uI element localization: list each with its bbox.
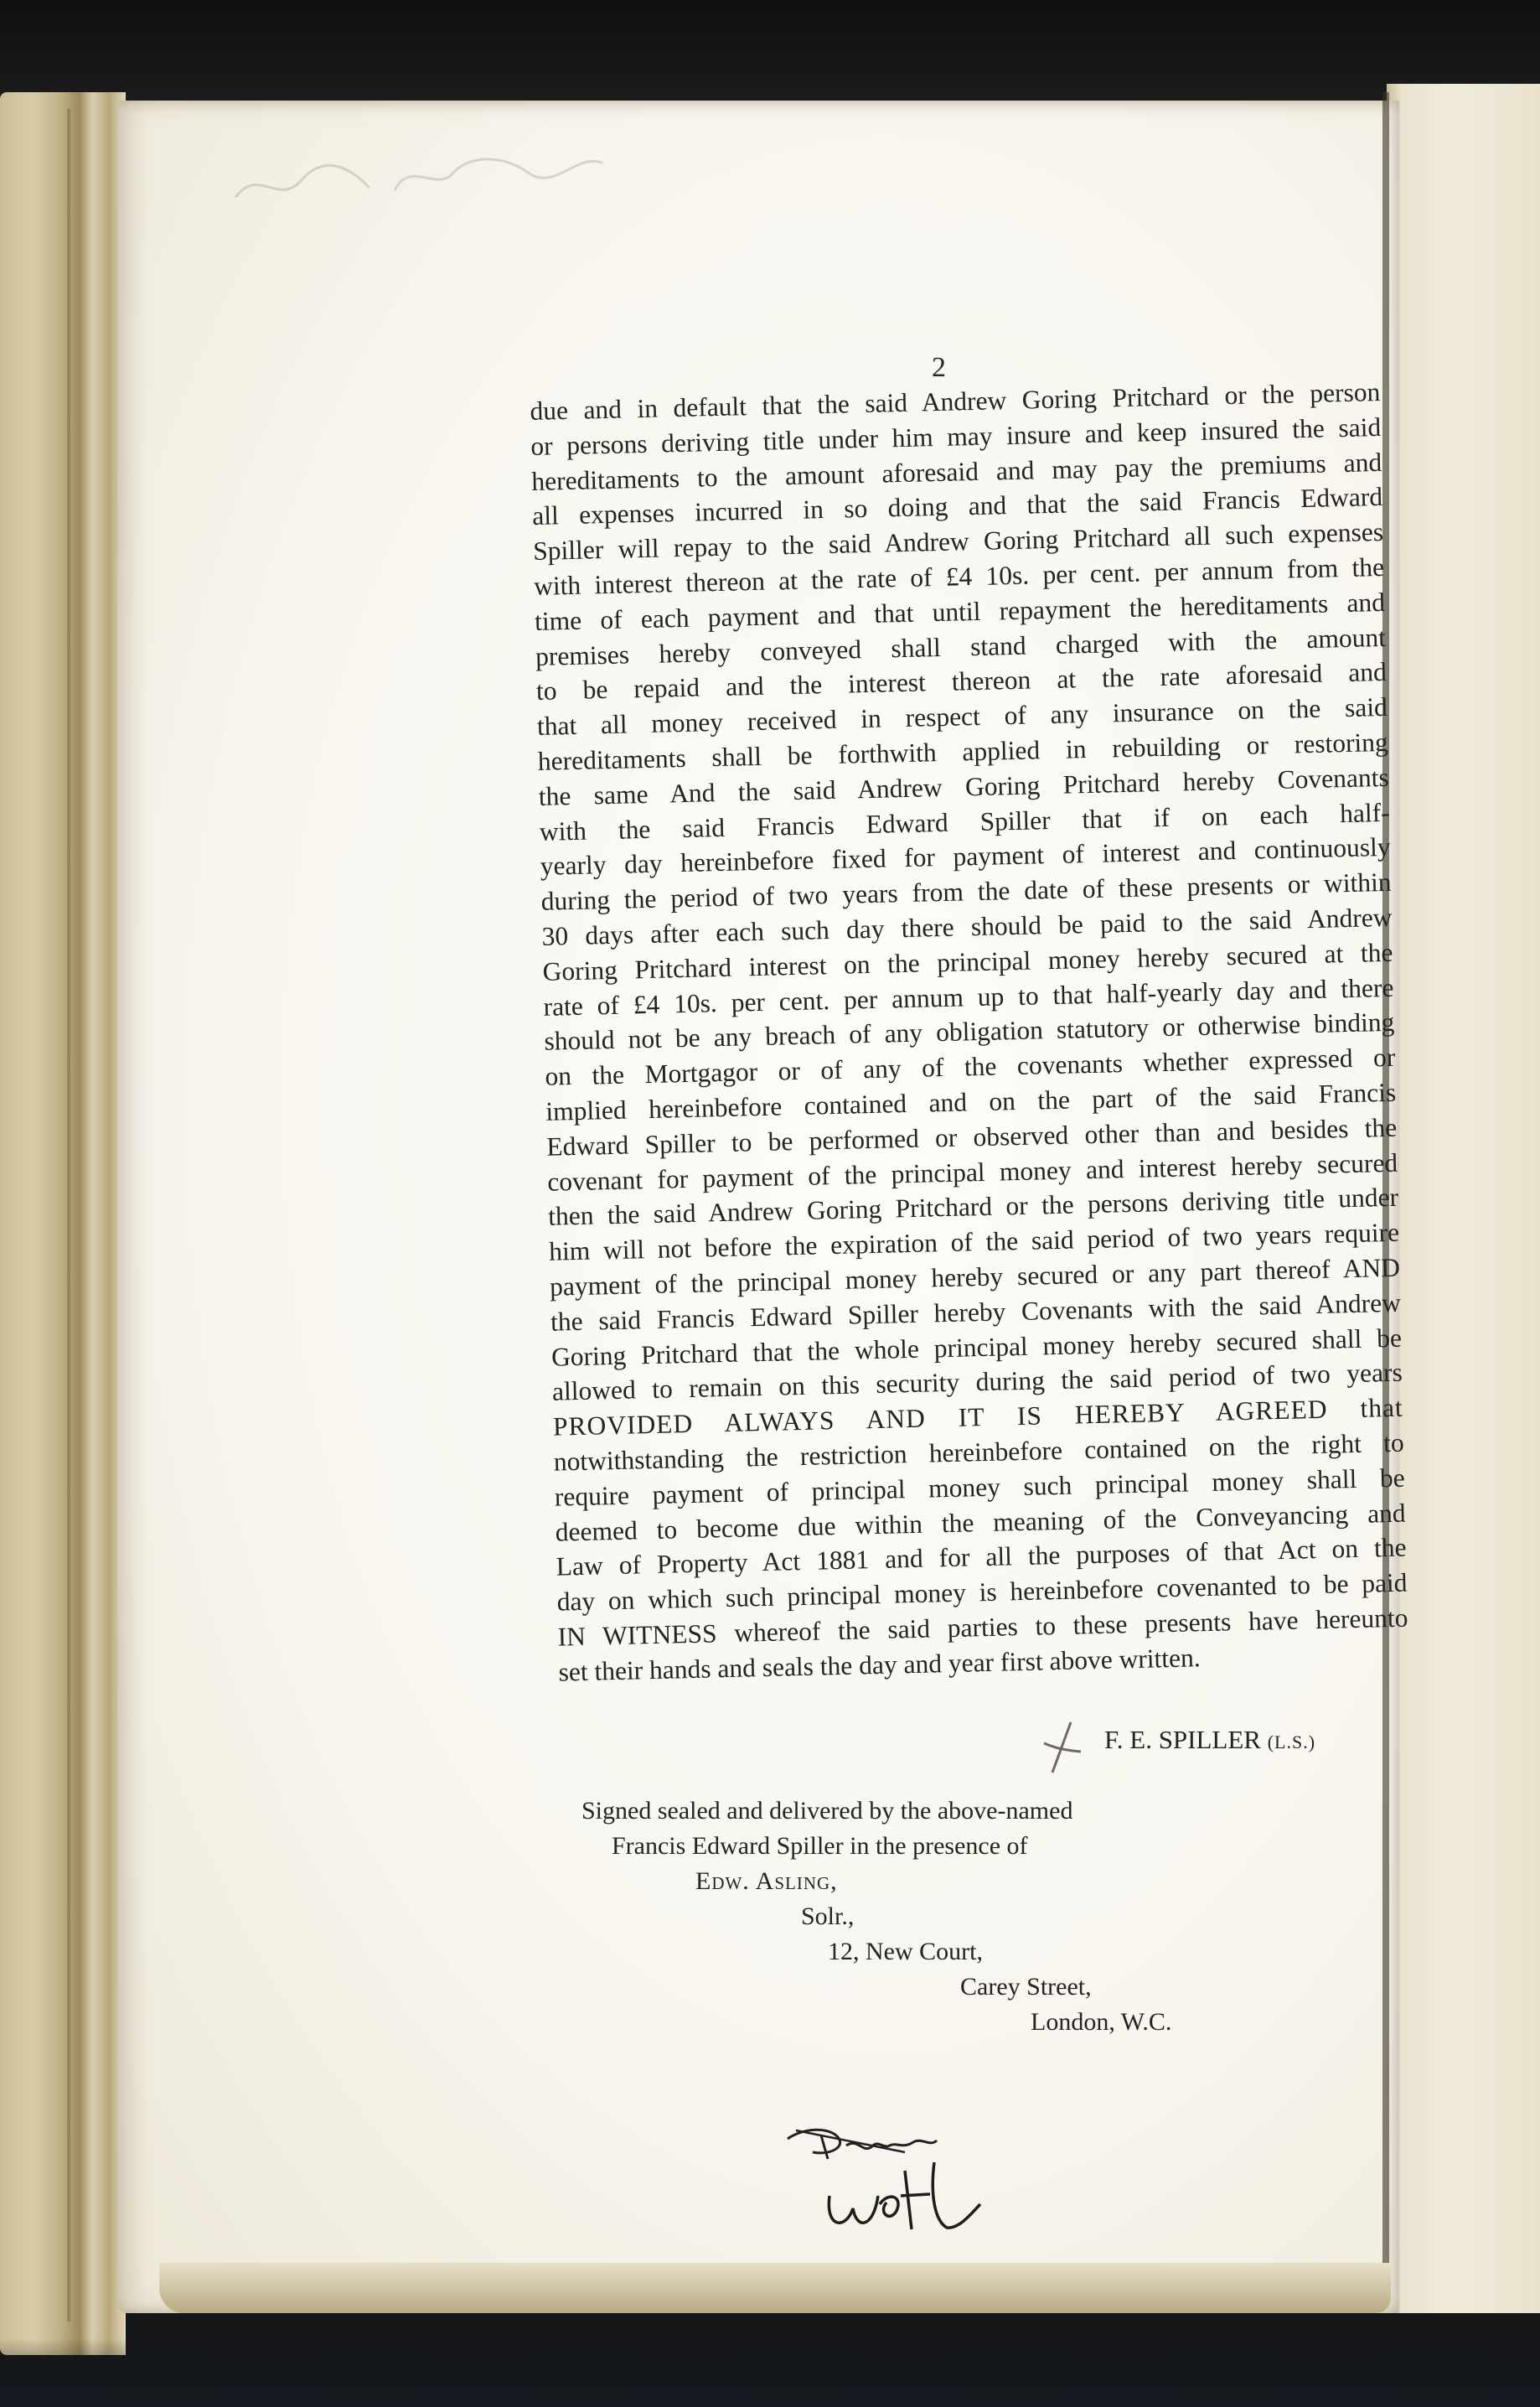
text-line: Goring Pritchard that the whole principal money hereby secured shall be — [550, 1323, 1403, 1372]
text-line: Goring Pritchard interest on the principal money hereby secured at the — [542, 937, 1393, 986]
text-line: that all money received in respect of any insurance on the said — [536, 692, 1388, 742]
text-line: require payment of principal money such principal money shall be — [554, 1462, 1405, 1512]
page-bottom-edge — [159, 2263, 1391, 2313]
text-line-provided: PROVIDED ALWAYS AND IT IS HEREBY AGREED that — [552, 1392, 1404, 1442]
witness-name: Edw. Asling, — [695, 1867, 838, 1895]
address-line-2: Carey Street, — [960, 1973, 1092, 2001]
signatory-name: F. E. SPILLER — [1104, 1725, 1261, 1754]
text-line: payment of the principal money hereby secured or any part thereof AND — [549, 1252, 1401, 1302]
text-line: during the period of two years from the date of these presents or within — [540, 867, 1392, 916]
text-line: all expenses incurred in so doing and that the said Francis Edward — [531, 482, 1383, 531]
text-line: 30 days after each such day there should be paid to the said Andrew — [541, 902, 1393, 951]
text-line: hereditaments to the amount aforesaid and may pay the premiums and — [530, 447, 1382, 496]
text-line: with interest thereon at the rate of £4 10s. per cent. per annum from the — [533, 551, 1385, 601]
table-surface — [0, 2338, 1540, 2407]
text-line: day on which such principal money is hereinbefore covenanted to be paid — [556, 1567, 1408, 1617]
text-line: covenant for payment of the principal money and interest hereby secured — [546, 1147, 1398, 1197]
text-line: IN WITNESS whereof the said parties to these presents have hereunto — [557, 1602, 1408, 1652]
text-line: rate of £4 10s. per cent. per annum up to that half-yearly day and there — [543, 972, 1394, 1022]
text-line: Spiller will repay to the said Andrew Goring Pritchard all such expenses — [532, 517, 1384, 567]
text-line: him will not before the expiration of the said period of two years require — [548, 1217, 1400, 1266]
text-line: notwithstanding the restriction hereinbefore contained on the right to — [553, 1427, 1405, 1477]
text-line: yearly day hereinbefore fixed for payment of interest and continuously — [540, 832, 1391, 882]
text-line: on the Mortgagor or of any of the covenants whether expressed or — [545, 1042, 1396, 1091]
text-line: to be repaid and the interest thereon at the rate aforesaid and — [535, 657, 1388, 707]
address-line-3: London, W.C. — [1031, 2008, 1172, 2036]
signature-line — [1104, 1725, 1315, 1755]
right-facing-page — [1387, 84, 1540, 2313]
text-line: then the said Andrew Goring Pritchard or the persons deriving title under — [547, 1183, 1399, 1232]
attestation-line-2: Francis Edward Spiller in the presence of — [612, 1832, 1028, 1860]
text-line: due and in default that the said Andrew Goring Pritchard or the person — [530, 376, 1381, 426]
text-line: or persons deriving title under him may insure and keep insured the said — [530, 412, 1382, 461]
seal-mark: (L.S.) — [1267, 1731, 1316, 1752]
attestation-line-1: Signed sealed and delivered by the above-named — [581, 1797, 1073, 1825]
text-line: implied hereinbefore contained and on the part of the said Francis — [545, 1077, 1397, 1126]
text-line: time of each payment and that until repayment the hereditaments and — [534, 587, 1386, 636]
text-line: deemed to become due within the meaning of the Conveyancing and — [555, 1498, 1406, 1547]
text-line: should not be any breach of any obligation statutory or otherwise binding — [544, 1007, 1395, 1057]
text-line: the said Francis Edward Spiller hereby Covenants with the said Andrew — [550, 1287, 1402, 1337]
text-line: allowed to remain on this security during the said period of two years — [551, 1357, 1403, 1407]
pencil-cross-mark — [1037, 1718, 1088, 1777]
text-line: hereditaments shall be forthwith applied in rebuilding or restoring — [537, 727, 1389, 776]
page-number: 2 — [932, 352, 946, 383]
text-line: premises hereby conveyed shall stand charged with the amount — [535, 622, 1387, 671]
witness-title: Solr., — [801, 1902, 855, 1930]
left-page-stack — [0, 92, 126, 2355]
text-line: the same And the said Andrew Goring Pritchard hereby Covenants — [538, 762, 1390, 811]
text-line: with the said Francis Edward Spiller that if on each half- — [539, 797, 1390, 846]
address-line-1: 12, New Court, — [828, 1938, 983, 1965]
deed-body-text — [530, 375, 1409, 1690]
text-line: Law of Property Act 1881 and for all the purposes of that Act on the — [556, 1532, 1407, 1581]
text-line: set their hands and seals the day and year first above written. — [558, 1642, 1202, 1687]
text-line: Edward Spiller to be performed or observed other than and besides the — [545, 1112, 1398, 1162]
handwritten-annotation — [779, 2112, 989, 2238]
attestation-clause — [581, 1794, 1171, 2040]
